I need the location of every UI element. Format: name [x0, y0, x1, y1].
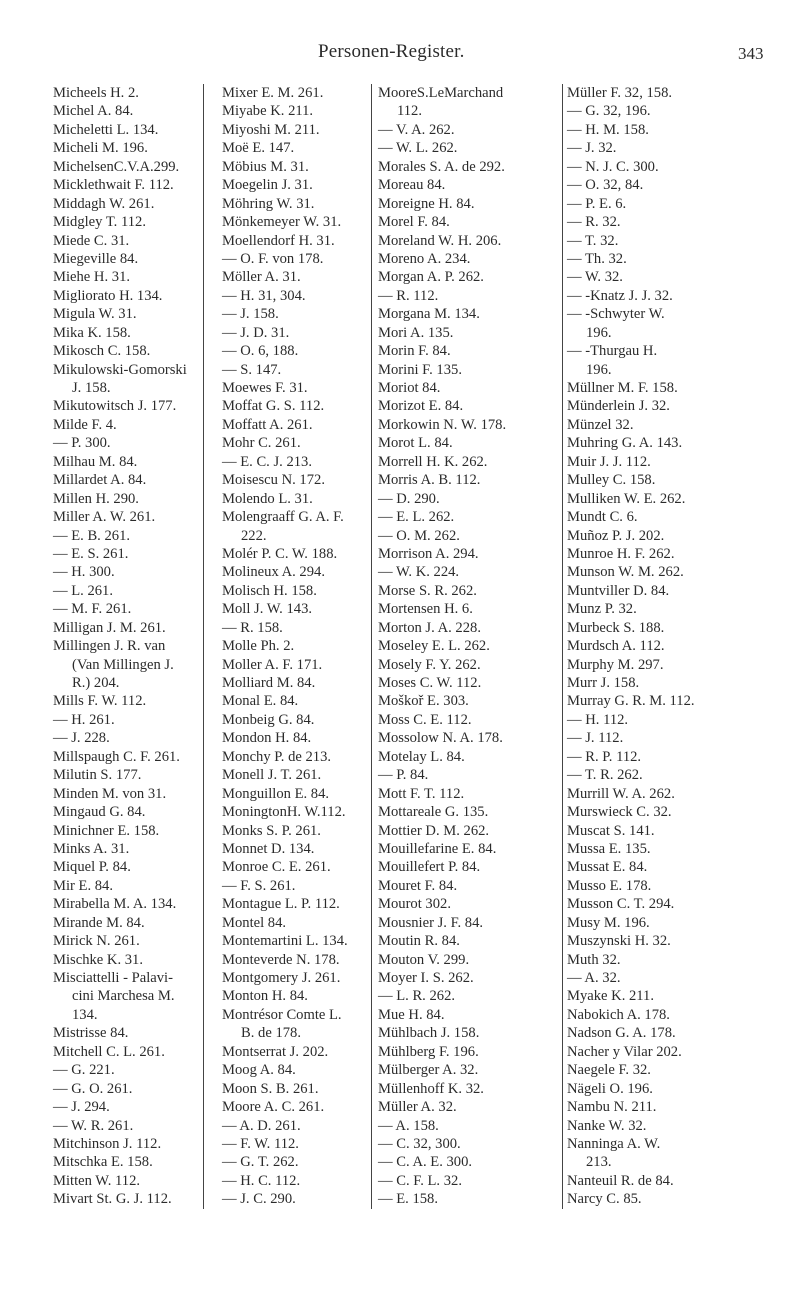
register-entry: Middagh W. 261.	[53, 195, 155, 212]
register-entry: Mischke K. 31.	[53, 951, 143, 968]
register-entry: Nadson G. A. 178.	[567, 1025, 676, 1042]
register-entry: — O. M. 262.	[378, 527, 460, 544]
register-entry: Monell J. T. 261.	[222, 767, 322, 784]
register-entry: Miyabe K. 211.	[222, 103, 314, 120]
register-entry: Miegeville 84.	[53, 250, 139, 267]
register-entry: Mühlbach J. 158.	[378, 1025, 480, 1042]
column-divider	[371, 84, 372, 1209]
register-column-3	[378, 84, 506, 1209]
register-entry: Mikosch C. 158.	[53, 343, 151, 360]
register-entry: cini Marchesa M.	[72, 988, 175, 1005]
register-entry: 196.	[586, 361, 612, 378]
register-entry: — O. F. von 178.	[222, 250, 324, 267]
register-entry: Moon S. B. 261.	[222, 1080, 319, 1097]
register-entry: Mortensen H. 6.	[378, 601, 473, 618]
register-entry: 213.	[586, 1154, 612, 1171]
register-entry: Möhring W. 31.	[222, 195, 315, 212]
register-entry: Mitten W. 112.	[53, 1172, 141, 1189]
register-entry: Nanke W. 32.	[567, 1117, 647, 1134]
register-entry: Mulliken W. E. 262.	[567, 490, 686, 507]
register-entry: Moseley E. L. 262.	[378, 638, 490, 655]
register-entry: Mouton V. 299.	[378, 951, 470, 968]
register-entry: — E. L. 262.	[378, 509, 455, 526]
register-entry: 134.	[72, 1006, 98, 1023]
register-entry: Mir E. 84.	[53, 877, 113, 894]
register-entry: Nanteuil R. de 84.	[567, 1172, 674, 1189]
column-divider	[562, 84, 563, 1209]
register-entry: Moller A. F. 171.	[222, 656, 323, 673]
register-entry: Minks A. 31.	[53, 840, 130, 857]
register-entry: Mivart St. G. J. 112.	[53, 1191, 172, 1208]
register-entry: Milde F. 4.	[53, 416, 117, 433]
register-entry: — A. 32.	[567, 970, 621, 986]
register-entry: Miede C. 31.	[53, 232, 130, 249]
register-entry: Mundt C. 6.	[567, 509, 638, 526]
register-entry: MooreS.LeMarchand	[378, 85, 504, 101]
register-entry: — H. 112.	[567, 711, 629, 728]
register-entry: — -Thurgau H.	[567, 343, 658, 360]
register-entry: — W. R. 261.	[53, 1117, 134, 1134]
register-entry: — E. S. 261.	[53, 545, 129, 562]
register-entry: Mühlberg F. 196.	[378, 1043, 479, 1060]
register-entry: — H. 300.	[53, 564, 115, 581]
register-entry: B. de 178.	[241, 1025, 301, 1042]
register-entry: Naegele F. 32.	[567, 1062, 651, 1079]
running-header-title: Personen-Register.	[318, 41, 465, 62]
register-entry: Montemartini L. 134.	[222, 933, 348, 950]
register-entry: Molisch H. 158.	[222, 582, 317, 599]
register-entry: — L. 261.	[53, 582, 113, 599]
register-entry: — D. 290.	[378, 490, 440, 507]
register-entry: Mouillefarine E. 84.	[378, 840, 497, 857]
register-entry: Muth 32.	[567, 951, 621, 968]
register-entry: Milutin S. 177.	[53, 767, 142, 784]
register-entry: Monteverde N. 178.	[222, 951, 340, 968]
register-entry: Monks S. P. 261.	[222, 822, 321, 839]
register-entry: Munz P. 32.	[567, 601, 637, 618]
register-entry: Miehe H. 31.	[53, 269, 131, 286]
register-entry: Micheli M. 196.	[53, 140, 148, 157]
register-entry: Mondon H. 84.	[222, 730, 312, 747]
register-entry: Migliorato H. 134.	[53, 287, 163, 304]
register-entry: — J. 112.	[567, 730, 624, 747]
register-entry: Monguillon E. 84.	[222, 785, 330, 802]
register-entry: Moë E. 147.	[222, 140, 295, 157]
register-entry: — W. K. 224.	[378, 564, 460, 581]
register-entry: Mirabella M. A. 134.	[53, 896, 177, 913]
register-entry: Molle Ph. 2.	[222, 638, 295, 655]
register-entry: — W. 32.	[567, 269, 623, 286]
register-entry: Moll J. W. 143.	[222, 601, 313, 618]
register-entry: Millen H. 290.	[53, 490, 139, 507]
register-entry: Moreland W. H. 206.	[378, 232, 502, 249]
register-entry: — T. R. 262.	[567, 767, 643, 784]
register-entry: Mourot 302.	[378, 896, 451, 913]
register-entry: Moškoř E. 303.	[378, 693, 469, 710]
register-entry: Mönkemeyer W. 31.	[222, 214, 342, 231]
register-entry: Moss C. E. 112.	[378, 711, 472, 728]
register-entry: Morris A. B. 112.	[378, 472, 481, 489]
register-entry: Moewes F. 31.	[222, 380, 308, 396]
register-entry: Montrésor Comte L.	[222, 1006, 342, 1023]
register-entry: Mika K. 158.	[53, 324, 131, 341]
register-entry: Misciattelli - Palavi-	[53, 970, 173, 986]
register-entry: Mülberger A. 32.	[378, 1062, 479, 1079]
register-entry: Mussat E. 84.	[567, 859, 648, 876]
register-entry: Murbeck S. 188.	[567, 619, 665, 636]
register-entry: Mixer E. M. 261.	[222, 85, 324, 101]
register-entry: Murrill W. A. 262.	[567, 785, 675, 802]
register-entry: Mottareale G. 135.	[378, 804, 489, 821]
register-entry: Morot L. 84.	[378, 435, 453, 452]
register-entry: Muscat S. 141.	[567, 822, 655, 839]
register-entry: — N. J. C. 300.	[567, 158, 659, 175]
register-entry: — C. 32, 300.	[378, 1135, 461, 1152]
register-entry: Nacher y Vilar 202.	[567, 1043, 682, 1060]
register-entry: Molliard M. 84.	[222, 675, 316, 691]
register-entry: Murphy M. 297.	[567, 656, 664, 673]
register-entry: Muhring G. A. 143.	[567, 435, 683, 452]
register-entry: Molér P. C. W. 188.	[222, 545, 338, 562]
page-number: 343	[738, 44, 764, 63]
register-entry: Münzel 32.	[567, 416, 634, 433]
register-entry: Myake K. 211.	[567, 988, 655, 1005]
register-entry: Nägeli O. 196.	[567, 1080, 653, 1097]
register-entry: Mitschka E. 158.	[53, 1154, 153, 1171]
register-entry: — G. T. 262.	[222, 1154, 299, 1171]
register-entry: — F. W. 112.	[222, 1135, 299, 1152]
register-entry: Michel A. 84.	[53, 103, 134, 120]
register-entry: — G. 221.	[53, 1062, 115, 1079]
register-entry: — J. C. 290.	[222, 1191, 296, 1208]
register-entry: Mott F. T. 112.	[378, 785, 465, 802]
register-entry: — M. F. 261.	[53, 601, 132, 618]
register-entry: — V. A. 262.	[378, 121, 455, 138]
register-entry: — G. O. 261.	[53, 1080, 133, 1097]
register-entry: Nambu N. 211.	[567, 1099, 657, 1116]
register-entry: Miller A. W. 261.	[53, 509, 156, 526]
register-entry: Mulley C. 158.	[567, 472, 656, 489]
register-entry: Mosely F. Y. 262.	[378, 656, 481, 673]
register-entry: — J. 294.	[53, 1099, 110, 1116]
register-entry: Milligan J. M. 261.	[53, 619, 166, 636]
register-entry: Mouillefert P. 84.	[378, 859, 481, 876]
register-entry: J. 158.	[72, 380, 111, 396]
register-entry: Muszynski H. 32.	[567, 933, 671, 950]
register-entry: Müllner M. F. 158.	[567, 380, 678, 396]
register-entry: — H. 261.	[53, 711, 115, 728]
register-entry: Möller A. 31.	[222, 269, 301, 286]
register-entry: Monton H. 84.	[222, 988, 308, 1005]
register-entry: — J. D. 31.	[222, 324, 290, 341]
register-entry: — R. 112.	[378, 287, 439, 304]
register-entry: Monal E. 84.	[222, 693, 299, 710]
register-entry: Mingaud G. 84.	[53, 804, 146, 821]
register-entry: 112.	[397, 103, 422, 120]
register-entry: Morse S. R. 262.	[378, 582, 477, 599]
register-entry: Montague L. P. 112.	[222, 896, 340, 913]
register-entry: Murdsch A. 112.	[567, 638, 665, 655]
register-entry: Millspaugh C. F. 261.	[53, 748, 180, 765]
register-entry: Monbeig G. 84.	[222, 711, 315, 728]
register-entry: (Van Millingen J.	[72, 656, 174, 673]
register-entry: Moisescu N. 172.	[222, 472, 325, 489]
register-entry: Musso E. 178.	[567, 877, 652, 894]
register-entry: Muir J. J. 112.	[567, 453, 651, 470]
register-entry: Moog A. 84.	[222, 1062, 296, 1079]
register-entry: Morkowin N. W. 178.	[378, 416, 507, 433]
register-entry: — H. 31, 304.	[222, 287, 306, 304]
register-entry: Minden M. von 31.	[53, 785, 167, 802]
register-entry: Murswieck C. 32.	[567, 804, 672, 821]
register-entry: Mills F. W. 112.	[53, 693, 147, 710]
register-entry: Micheels H. 2.	[53, 85, 139, 101]
register-entry: Molineux A. 294.	[222, 564, 325, 581]
register-entry: Müller F. 32, 158.	[567, 85, 673, 101]
register-entry: Molengraaff G. A. F.	[222, 509, 344, 526]
register-entry: Morel F. 84.	[378, 214, 450, 231]
register-entry: — O. 32, 84.	[567, 177, 644, 194]
register-entry: — E. C. J. 213.	[222, 453, 312, 470]
register-column-2	[222, 84, 348, 1209]
register-entry: Montserrat J. 202.	[222, 1043, 329, 1060]
register-entry: — C. F. L. 32.	[378, 1172, 462, 1189]
register-entry: Mirick N. 261.	[53, 933, 140, 950]
register-entry: — J. 32.	[567, 140, 617, 157]
register-entry: Montgomery J. 261.	[222, 970, 341, 986]
register-entry: Moutin R. 84.	[378, 933, 460, 950]
register-entry: Morin F. 84.	[378, 343, 451, 360]
register-entry: — P. E. 6.	[567, 195, 627, 212]
register-entry: Mitchell C. L. 261.	[53, 1043, 165, 1060]
register-entry: — W. L. 262.	[378, 140, 458, 157]
register-entry: Monnet D. 134.	[222, 840, 315, 857]
register-entry: Millingen J. R. van	[53, 638, 166, 655]
register-entry: — R. P. 112.	[567, 748, 642, 765]
register-column-4	[567, 84, 695, 1209]
register-entry: Musy M. 196.	[567, 914, 650, 931]
register-entry: Mirande M. 84.	[53, 914, 145, 931]
register-entry: Midgley T. 112.	[53, 214, 146, 231]
register-entry: Müller A. 32.	[378, 1099, 457, 1116]
register-entry: — -Knatz J. J. 32.	[567, 287, 673, 304]
register-entry: Migula W. 31.	[53, 306, 137, 323]
register-entry: Muñoz P. J. 202.	[567, 527, 665, 544]
register-entry: — H. M. 158.	[567, 121, 649, 138]
register-entry: Moriot 84.	[378, 380, 441, 396]
register-entry: Morgan A. P. 262.	[378, 269, 484, 286]
register-entry: Moreau 84.	[378, 177, 446, 194]
register-entry: Morrison A. 294.	[378, 545, 479, 562]
register-entry: Nabokich A. 178.	[567, 1006, 670, 1023]
register-entry: — E. 158.	[378, 1191, 438, 1208]
register-entry: Murray G. R. M. 112.	[567, 693, 695, 710]
register-entry: Muntviller D. 84.	[567, 582, 670, 599]
register-entry: Mossolow N. A. 178.	[378, 730, 503, 747]
register-entry: Münderlein J. 32.	[567, 398, 670, 415]
register-entry: — S. 147.	[222, 361, 282, 378]
register-entry: Mitchinson J. 112.	[53, 1135, 162, 1152]
register-entry: — G. 32, 196.	[567, 103, 651, 120]
register-entry: — L. R. 262.	[378, 988, 456, 1005]
register-entry: R.) 204.	[72, 675, 120, 691]
register-entry: Mouret F. 84.	[378, 877, 458, 894]
register-entry: Motelay L. 84.	[378, 748, 465, 765]
register-entry: Morales S. A. de 292.	[378, 158, 505, 175]
register-entry: Milhau M. 84.	[53, 453, 138, 470]
register-entry: — J. 228.	[53, 730, 110, 747]
register-entry: — R. 158.	[222, 619, 283, 636]
register-entry: — C. A. E. 300.	[378, 1154, 473, 1171]
register-entry: Mohr C. 261.	[222, 435, 301, 452]
register-entry: Moore A. C. 261.	[222, 1099, 325, 1116]
column-divider	[203, 84, 204, 1209]
register-entry: — P. 84.	[378, 767, 429, 784]
register-entry: Möbius M. 31.	[222, 158, 309, 175]
register-entry: Moegelin J. 31.	[222, 177, 313, 194]
register-entry: — E. B. 261.	[53, 527, 131, 544]
register-entry: — A. D. 261.	[222, 1117, 301, 1134]
register-entry: Munson W. M. 262.	[567, 564, 684, 581]
register-entry: Montel 84.	[222, 914, 287, 931]
register-entry: Millardet A. 84.	[53, 472, 147, 489]
register-entry: Mussa E. 135.	[567, 840, 651, 857]
register-entry: Mousnier J. F. 84.	[378, 914, 484, 931]
register-entry: — P. 300.	[53, 435, 111, 452]
register-entry: Morgana M. 134.	[378, 306, 480, 323]
register-entry: Moffat G. S. 112.	[222, 398, 325, 415]
register-column-1	[53, 84, 187, 1209]
register-entry: Mori A. 135.	[378, 324, 454, 341]
register-entry: Micklethwait F. 112.	[53, 177, 174, 194]
register-entry: 222.	[241, 527, 267, 544]
register-entry: — F. S. 261.	[222, 877, 296, 894]
register-entry: Morini F. 135.	[378, 361, 462, 378]
register-entry: Molendo L. 31.	[222, 490, 313, 507]
register-entry: — Th. 32.	[567, 250, 627, 267]
register-entry: Moyer I. S. 262.	[378, 970, 474, 986]
register-entry: Morrell H. K. 262.	[378, 453, 488, 470]
register-entry: Narcy C. 85.	[567, 1191, 642, 1208]
register-entry: — J. 158.	[222, 306, 279, 323]
register-entry: Monchy P. de 213.	[222, 748, 332, 765]
register-entry: Monroe C. E. 261.	[222, 859, 331, 876]
register-entry: Minichner E. 158.	[53, 822, 160, 839]
register-entry: Morizot E. 84.	[378, 398, 464, 415]
register-entry: Micheletti L. 134.	[53, 121, 159, 138]
register-entry: Munroe H. F. 262.	[567, 545, 675, 562]
register-entry: — A. 158.	[378, 1117, 439, 1134]
register-entry: Mottier D. M. 262.	[378, 822, 490, 839]
register-entry: — O. 6, 188.	[222, 343, 299, 360]
register-entry: MichelsenC.V.A.299.	[53, 158, 180, 175]
register-entry: Murr J. 158.	[567, 675, 640, 691]
register-entry: Mistrisse 84.	[53, 1025, 129, 1042]
register-entry: Moffatt A. 261.	[222, 416, 313, 433]
register-entry: — R. 32.	[567, 214, 621, 231]
register-entry: Müllenhoff K. 32.	[378, 1080, 484, 1097]
register-entry: — H. C. 112.	[222, 1172, 301, 1189]
register-entry: Moreno A. 234.	[378, 250, 471, 267]
register-entry: Moses C. W. 112.	[378, 675, 482, 691]
register-entry: Mikulowski-Gomorski	[53, 361, 187, 378]
register-entry: MoningtonH. W.112.	[222, 804, 346, 821]
register-entry: Miyoshi M. 211.	[222, 121, 320, 138]
register-entry: Moellendorf H. 31.	[222, 232, 335, 249]
register-entry: — -Schwyter W.	[567, 306, 665, 323]
register-entry: Moreigne H. 84.	[378, 195, 475, 212]
register-entry: Nanninga A. W.	[567, 1135, 661, 1152]
register-entry: Morton J. A. 228.	[378, 619, 481, 636]
register-entry: Miquel P. 84.	[53, 859, 131, 876]
register-entry: — T. 32.	[567, 232, 619, 249]
register-entry: Mue H. 84.	[378, 1006, 445, 1023]
register-entry: 196.	[586, 324, 612, 341]
register-entry: Musson C. T. 294.	[567, 896, 675, 913]
register-entry: Mikutowitsch J. 177.	[53, 398, 177, 415]
